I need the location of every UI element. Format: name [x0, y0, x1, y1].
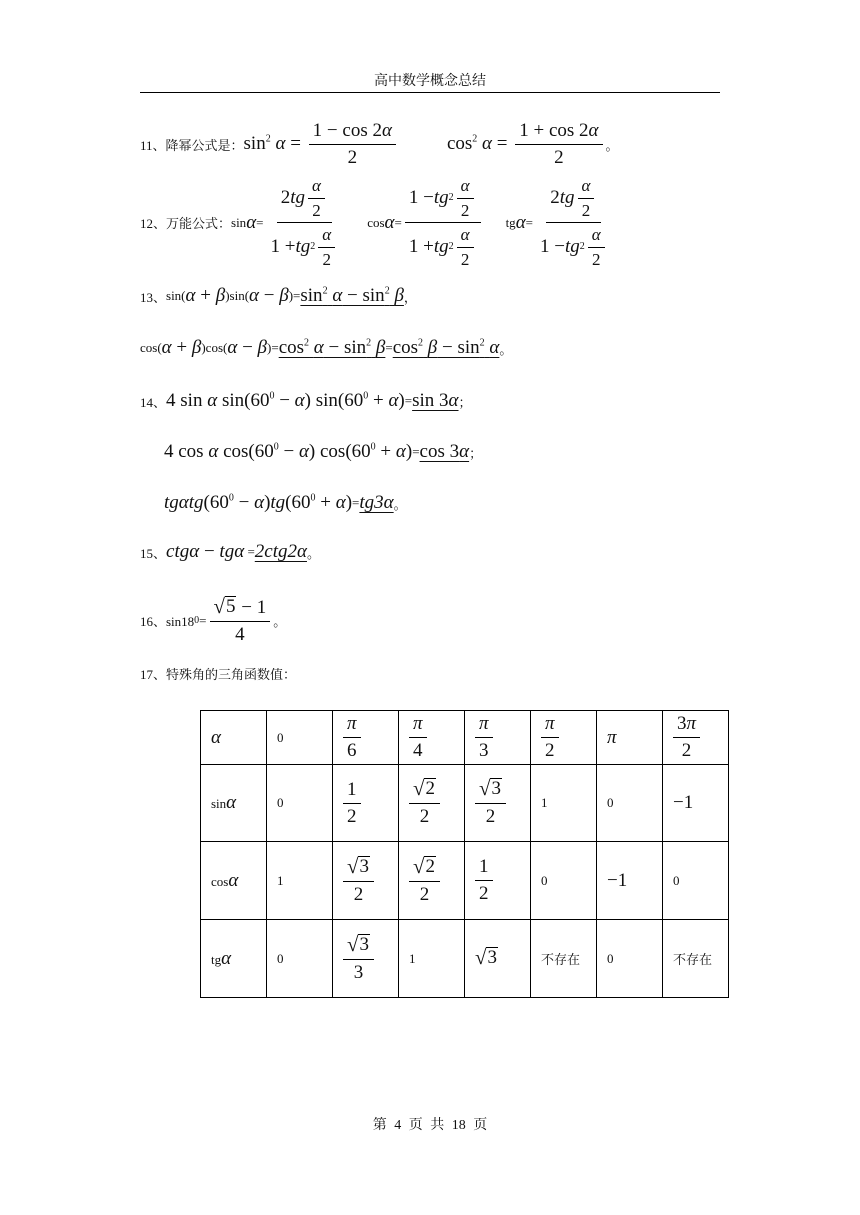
- item-15-end: 。: [306, 545, 320, 561]
- cell-tg-pi2: 不存在: [531, 920, 597, 998]
- cell-angle-pi2: $\frac{\pi}{2}$: [531, 711, 597, 765]
- equals-sign: =: [394, 214, 402, 230]
- universal-tg-fraction: 2 tg $\frac{\alpha}{2}$ 1 − tg 2 $\frac{\alpha}{2}$: [536, 176, 612, 269]
- item-15-label: 15、: [140, 545, 167, 561]
- item-12-label: 12、万能公式：: [140, 216, 232, 232]
- cell-sin-0: 0: [267, 765, 333, 842]
- equals-sign: =: [256, 214, 264, 230]
- formula-item-12: 12、万能公式： sin α = 2 tg $\frac{\alpha}{2}$ 1 + tg 2 $\frac{\alpha}{2}$ cos α = 1 − tg 2 $\frac{\alpha}{2}$ 1 + tg 2 $\frac{\alpha}{2}$ tg α = 2 tg $\frac{\alpha}{2}$ 1 − tg 2 $\frac{\alpha}{2}$: [140, 176, 615, 269]
- cell-tg-pi: 0: [597, 920, 663, 998]
- formula-sin2-reduction: $\sin^2 \alpha$ =: [243, 133, 306, 155]
- cell-sin-pi6: $\frac{1}{2}$: [333, 765, 399, 842]
- item-16-label: 16、sin18: [140, 614, 195, 630]
- cell-tg-label: tgα: [201, 920, 267, 998]
- formula-item-16: 16、sin18 0 = √ 5 − 1 4 。: [140, 594, 287, 645]
- answer-15: 2ctg2α: [254, 541, 307, 562]
- cell-cos-label: cosα: [201, 842, 267, 920]
- cell-cos-3pi2: 0: [663, 842, 729, 920]
- sin18-fraction: √ 5 − 1 4: [210, 596, 271, 646]
- fraction: $\frac{1 - \cos 2\alpha}{2}$: [309, 120, 396, 169]
- cell-tg-pi4: 1: [399, 920, 465, 998]
- equals-sign: =: [525, 214, 534, 230]
- table-row-angles: [201, 711, 729, 765]
- formula-item-14-line2: 4 cos α $\cos(60^0 - \alpha) \cos(60^0 + \alpha)$ = cos 3α ；: [164, 441, 483, 462]
- cell-angle-pi4: $\frac{\pi}{4}$: [399, 711, 465, 765]
- formula-item-13-line2: cos( α + β )cos( α − β )= $\cos^2 \alpha - \sin^2 \beta$ = $\cos^2 \beta - \sin^2 \alpha$ 。: [140, 337, 513, 358]
- answer-14-2: cos 3α: [419, 441, 470, 462]
- page-footer: 第 4 页 共 18 页: [372, 1118, 488, 1133]
- cell-sin-label: sinα: [201, 765, 267, 842]
- cell-cos-pi3: $\frac{1}{2}$: [465, 842, 531, 920]
- cell-angle-pi6: $\frac{\pi}{6}$: [333, 711, 399, 765]
- formula-item-13-line1: 13、 sin( α + β )sin( α − β )= $\sin^2 \alpha - \sin^2 \beta$ ，: [140, 285, 417, 306]
- cell-sin-pi4: √ 2 2: [399, 765, 465, 842]
- item-16-end: 。: [273, 614, 287, 630]
- cell-sin-pi: 0: [597, 765, 663, 842]
- cell-tg-pi6: √ 3 3: [333, 920, 399, 998]
- cell-cos-pi4: √ 2 2: [399, 842, 465, 920]
- universal-sin-fraction: 2 tg $\frac{\alpha}{2}$ 1 + tg 2 $\frac{\alpha}{2}$: [267, 176, 343, 269]
- cos-prefix: cos: [367, 214, 385, 230]
- item-14-semi: ；: [458, 394, 472, 410]
- cell-angle-pi: π: [597, 711, 663, 765]
- formula-item-11: [140, 120, 619, 169]
- fraction: $\frac{1 + \cos 2\alpha}{2}$: [515, 120, 602, 169]
- cell-sin-3pi2: −1: [663, 765, 729, 842]
- table-row-sin: [201, 765, 729, 842]
- answer-13-1: $\sin^2 \alpha - \sin^2 \beta$: [300, 285, 404, 306]
- cell-cos-pi: −1: [597, 842, 663, 920]
- item-14-semi: ；: [469, 445, 483, 461]
- item-14-end: 。: [393, 496, 407, 512]
- universal-cos-fraction: 1 − tg 2 $\frac{\alpha}{2}$ 1 + tg 2 $\frac{\alpha}{2}$: [405, 176, 481, 269]
- tg-prefix: tg: [505, 214, 516, 230]
- answer-13-2a: $\cos^2 \alpha - \sin^2 \beta$: [278, 337, 386, 358]
- cell-tg-pi3: √ 3: [465, 920, 531, 998]
- formula-item-17: [140, 664, 296, 683]
- item-11-end: 。: [605, 137, 619, 153]
- cell-alpha: α: [201, 711, 267, 765]
- formula-item-15: 15、 ctgα − tgα = 2ctg2α 。: [140, 541, 320, 562]
- cell-cos-0: 1: [267, 842, 333, 920]
- item-11-label: 11、降幂公式是：: [140, 137, 244, 153]
- cell-angle-0: 0: [267, 711, 333, 765]
- cell-sin-pi2: 1: [531, 765, 597, 842]
- answer-13-2b: $\cos^2 \beta - \sin^2 \alpha$: [392, 337, 500, 358]
- item-17-label: 17、特殊角的三角函数值：: [140, 667, 297, 682]
- item-14-label: 14、: [140, 394, 167, 410]
- page-header-title: 高中数学概念总结: [374, 74, 486, 89]
- item-13-line2-end: 。: [499, 341, 513, 357]
- cell-angle-3pi2: $\frac{3\pi}{2}$: [663, 711, 729, 765]
- special-angle-table: [200, 710, 729, 998]
- cell-sin-pi3: √ 3 2: [465, 765, 531, 842]
- cell-cos-pi2: 0: [531, 842, 597, 920]
- table-row-cos: [201, 842, 729, 920]
- answer-14-3: tg3α: [359, 492, 394, 513]
- formula-item-14-line1: 14、 4 sin α $\sin(60^0 - \alpha) \sin(60^0 + \alpha)$ = sin 3α ；: [140, 390, 472, 411]
- cell-tg-3pi2: 不存在: [663, 920, 729, 998]
- formula-cos2-reduction: $\cos^2 \alpha$ =: [446, 133, 513, 155]
- formula-item-14-line3: tgαtg $(60^0 - \alpha)$ tg $(60^0 + \alpha)$ = tg3α 。: [164, 492, 407, 513]
- item-13-line1-end: ，: [403, 289, 417, 305]
- cell-tg-0: 0: [267, 920, 333, 998]
- sin-prefix: sin: [231, 214, 247, 230]
- table-row-tg: [201, 920, 729, 998]
- item-13-label: 13、: [140, 289, 167, 305]
- cell-angle-pi3: $\frac{\pi}{3}$: [465, 711, 531, 765]
- header-rule: [140, 92, 720, 93]
- cell-cos-pi6: √ 3 2: [333, 842, 399, 920]
- answer-14-1: sin 3α: [412, 390, 459, 411]
